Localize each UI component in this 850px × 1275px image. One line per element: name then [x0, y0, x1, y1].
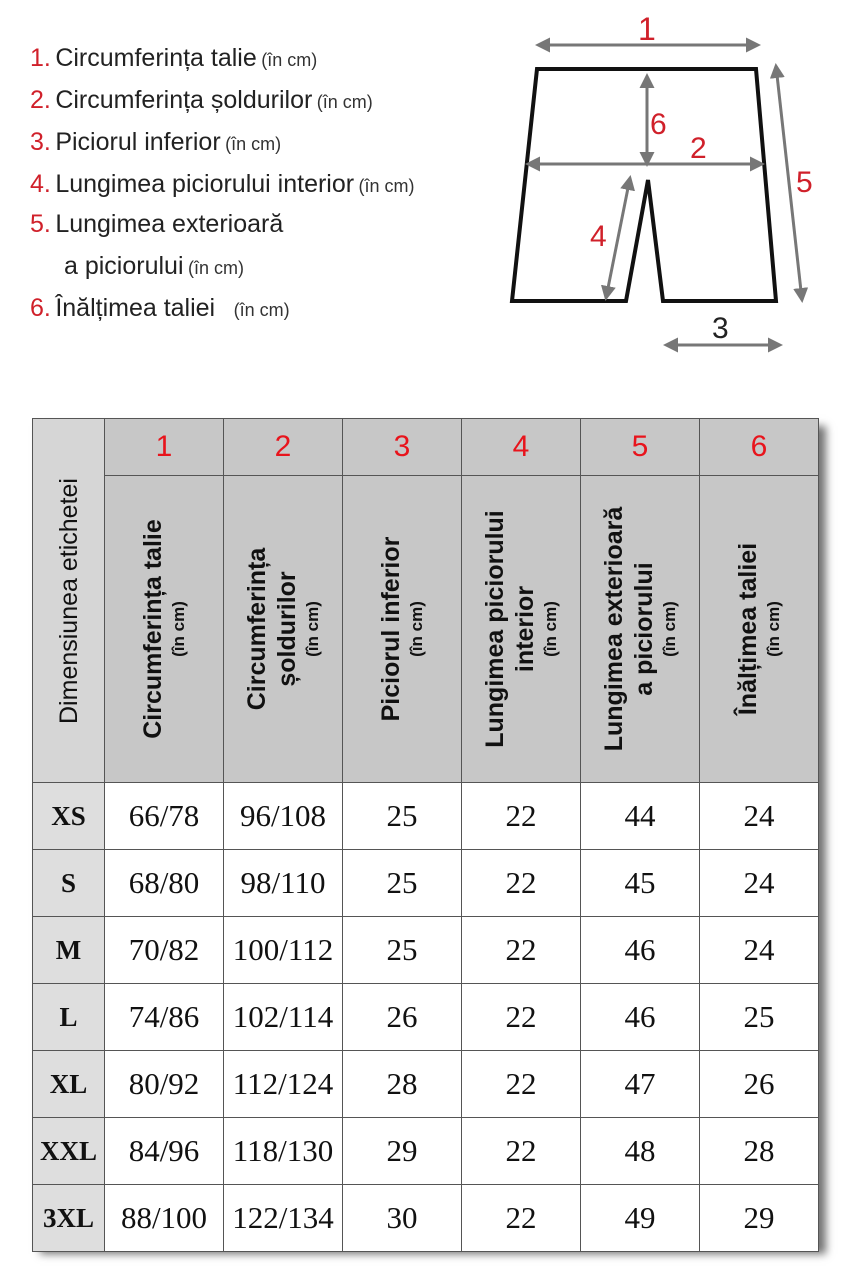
diagram-label-2: 2: [690, 132, 707, 165]
table-cell: 22: [462, 917, 581, 984]
column-number: 1: [105, 419, 224, 476]
legend-label: Lungimea piciorului interior: [55, 170, 355, 198]
table-cell: 26: [343, 984, 462, 1051]
shorts-outline-svg: [500, 0, 840, 370]
column-header-unit: (în cm): [407, 601, 426, 657]
table-cell: 112/124: [224, 1051, 343, 1118]
legend-number: 1.: [30, 44, 51, 72]
column-number: 2: [224, 419, 343, 476]
table-cell: 46: [581, 917, 700, 984]
size-label: 3XL: [33, 1185, 105, 1252]
table-row: [33, 1185, 819, 1252]
table-cell: 74/86: [105, 984, 224, 1051]
legend-number: 4.: [30, 170, 51, 198]
column-header-text: șoldurilor: [273, 571, 301, 687]
column-header: [462, 476, 581, 783]
table-row: [33, 1051, 819, 1118]
legend-item: [30, 210, 283, 239]
table-cell: 68/80: [105, 850, 224, 917]
legend-label: Circumferința talie: [55, 44, 257, 72]
table-cell: 22: [462, 1051, 581, 1118]
column-header: [343, 476, 462, 783]
table-cell: 122/134: [224, 1185, 343, 1252]
diagram-label-1: 1: [638, 11, 656, 47]
column-header: [105, 476, 224, 783]
table-row: [33, 783, 819, 850]
legend-item: [64, 252, 244, 281]
column-header-unit: (în cm): [764, 601, 783, 657]
column-header-text: a piciorului: [630, 562, 658, 696]
legend-unit: (în cm): [316, 92, 373, 112]
table-cell: 28: [343, 1051, 462, 1118]
size-label: M: [33, 917, 105, 984]
table-cell: 26: [700, 1051, 819, 1118]
table-cell: 70/82: [105, 917, 224, 984]
table-cell: 100/112: [224, 917, 343, 984]
shorts-outline: [512, 69, 776, 301]
column-header-text: Lungimea piciorului: [481, 510, 509, 748]
legend-unit: (în cm): [358, 176, 415, 196]
table-cell: 22: [462, 783, 581, 850]
column-header-unit: (în cm): [303, 601, 322, 657]
legend-label: Piciorul inferior: [55, 128, 221, 156]
column-header: [700, 476, 819, 783]
legend-label: a piciorului: [64, 252, 184, 280]
column-header-unit: (în cm): [660, 601, 679, 657]
table-cell: 24: [700, 783, 819, 850]
table-cell: 98/110: [224, 850, 343, 917]
column-header: [224, 476, 343, 783]
legend-unit: (în cm): [225, 134, 282, 154]
column-header-text: Înălțimea taliei: [734, 542, 762, 716]
column-header-text: interior: [511, 585, 539, 673]
table-cell: 80/92: [105, 1051, 224, 1118]
table-cell: 96/108: [224, 783, 343, 850]
table-cell: 88/100: [105, 1185, 224, 1252]
column-header-unit: (în cm): [541, 601, 560, 657]
legend-item: [30, 86, 373, 115]
column-header-text: Lungimea exterioară: [600, 506, 628, 752]
diagram-label-5: 5: [796, 166, 813, 199]
table-row: [33, 917, 819, 984]
legend-item: [30, 44, 317, 73]
legend-label: Circumferința șoldurilor: [55, 86, 313, 114]
table-cell: 22: [462, 984, 581, 1051]
legend-item: [30, 170, 415, 199]
legend-number: 6.: [30, 294, 51, 322]
diagram-label-6: 6: [650, 108, 667, 141]
table-cell: 48: [581, 1118, 700, 1185]
diagram-label-3: 3: [712, 312, 729, 345]
column-number: 4: [462, 419, 581, 476]
diagram-label-4: 4: [590, 220, 607, 253]
table-cell: 29: [343, 1118, 462, 1185]
legend-number: 5.: [30, 210, 51, 238]
table-cell: 25: [343, 783, 462, 850]
table-cell: 66/78: [105, 783, 224, 850]
table-cell: 22: [462, 1118, 581, 1185]
table-cell: 25: [343, 917, 462, 984]
table-cell: 22: [462, 1185, 581, 1252]
column-header-unit: (în cm): [169, 601, 188, 657]
legend-label: Înălțimea taliei: [55, 294, 216, 322]
legend-unit: (în cm): [233, 300, 290, 320]
table-cell: 102/114: [224, 984, 343, 1051]
table-cell: 22: [462, 850, 581, 917]
table-cell: 29: [700, 1185, 819, 1252]
size-chart-table: [32, 418, 819, 1252]
size-label: L: [33, 984, 105, 1051]
size-label: XS: [33, 783, 105, 850]
column-number: 5: [581, 419, 700, 476]
arrow-inner-leg-length: [606, 178, 630, 298]
table-cell: 84/96: [105, 1118, 224, 1185]
table-cell: 24: [700, 917, 819, 984]
size-label-header: [33, 419, 105, 783]
table-cell: 44: [581, 783, 700, 850]
table-cell: 118/130: [224, 1118, 343, 1185]
size-label: XXL: [33, 1118, 105, 1185]
size-label-header-text: Dimensiunea etichetei: [54, 477, 83, 724]
legend-number: 2.: [30, 86, 51, 114]
table-cell: 49: [581, 1185, 700, 1252]
legend-unit: (în cm): [187, 258, 244, 278]
table-cell: 28: [700, 1118, 819, 1185]
table-cell: 46: [581, 984, 700, 1051]
column-header-text: Circumferința: [243, 547, 271, 711]
column-number: 3: [343, 419, 462, 476]
column-number-row: [33, 419, 819, 476]
legend-unit: (în cm): [261, 50, 318, 70]
size-label: XL: [33, 1051, 105, 1118]
table-cell: 45: [581, 850, 700, 917]
shorts-diagram: [500, 0, 840, 370]
table-cell: 30: [343, 1185, 462, 1252]
column-header-text: Piciorul inferior: [377, 536, 405, 722]
column-header: [581, 476, 700, 783]
table-row: [33, 1118, 819, 1185]
column-header-row: [33, 476, 819, 783]
legend-number: 3.: [30, 128, 51, 156]
table-cell: 24: [700, 850, 819, 917]
legend-item: [30, 128, 281, 157]
legend-label: Lungimea exterioară: [55, 210, 284, 238]
table-cell: 25: [700, 984, 819, 1051]
table-row: [33, 850, 819, 917]
table-cell: 47: [581, 1051, 700, 1118]
table-row: [33, 984, 819, 1051]
table-cell: 25: [343, 850, 462, 917]
legend-item: [30, 294, 290, 323]
column-number: 6: [700, 419, 819, 476]
size-label: S: [33, 850, 105, 917]
column-header-text: Circumferința talie: [139, 519, 167, 739]
